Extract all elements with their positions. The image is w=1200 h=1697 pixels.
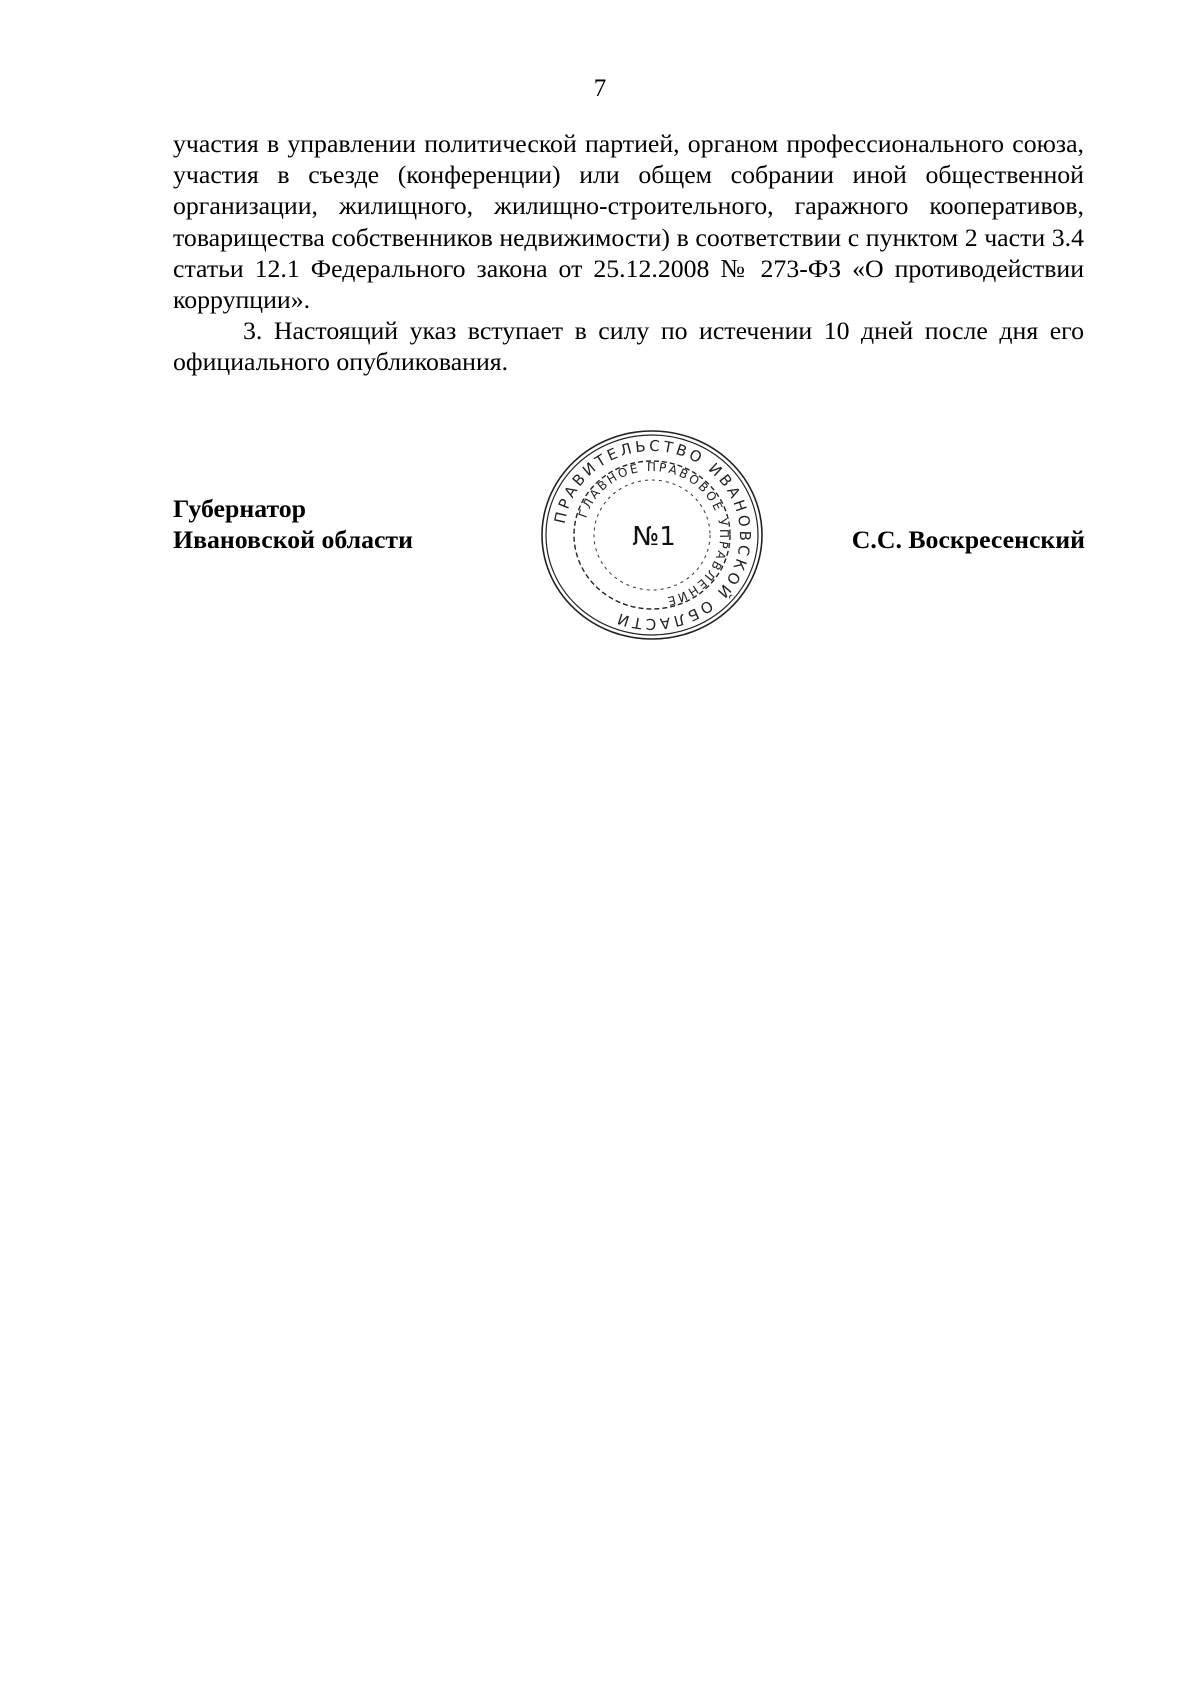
signatory-title (173, 493, 413, 555)
seal-graphic (538, 428, 766, 642)
seal-center-text: №1 (632, 522, 676, 552)
official-seal (538, 428, 766, 642)
paragraph-continuation: участия в управлении политической партией, органом профессионального союза, участия в съезде (конференции) или общем собрании иной общественной организации, жилищного, жилищно-строительного, гаражного кооперативов, товарищества собственников недвижимости) в соответствии с пунктом 2 части 3.4 статьи 12.1 Федерального закона от 25.12.2008 № 273-ФЗ «О противодействии коррупции». (173, 129, 1084, 315)
signatory-title-line2: Ивановской области (173, 525, 413, 554)
signatory-name: С.С. Воскресенский (851, 525, 1085, 554)
seal-inner-text: ГЛАВНОЕ ПРАВОВОЕ УПРАВЛЕНИЕ (575, 459, 732, 609)
page-number: 7 (593, 75, 607, 102)
seal-outer-text: ПРАВИТЕЛЬСТВО ИВАНОВСКОЙ ОБЛАСТИ (550, 436, 755, 634)
signatory-title-line1: Губернатор (173, 494, 307, 523)
document-body (173, 128, 1084, 378)
paragraph-clause-3: 3. Настоящий указ вступает в силу по истечении 10 дней после дня его официального опубликования. (173, 316, 1084, 377)
